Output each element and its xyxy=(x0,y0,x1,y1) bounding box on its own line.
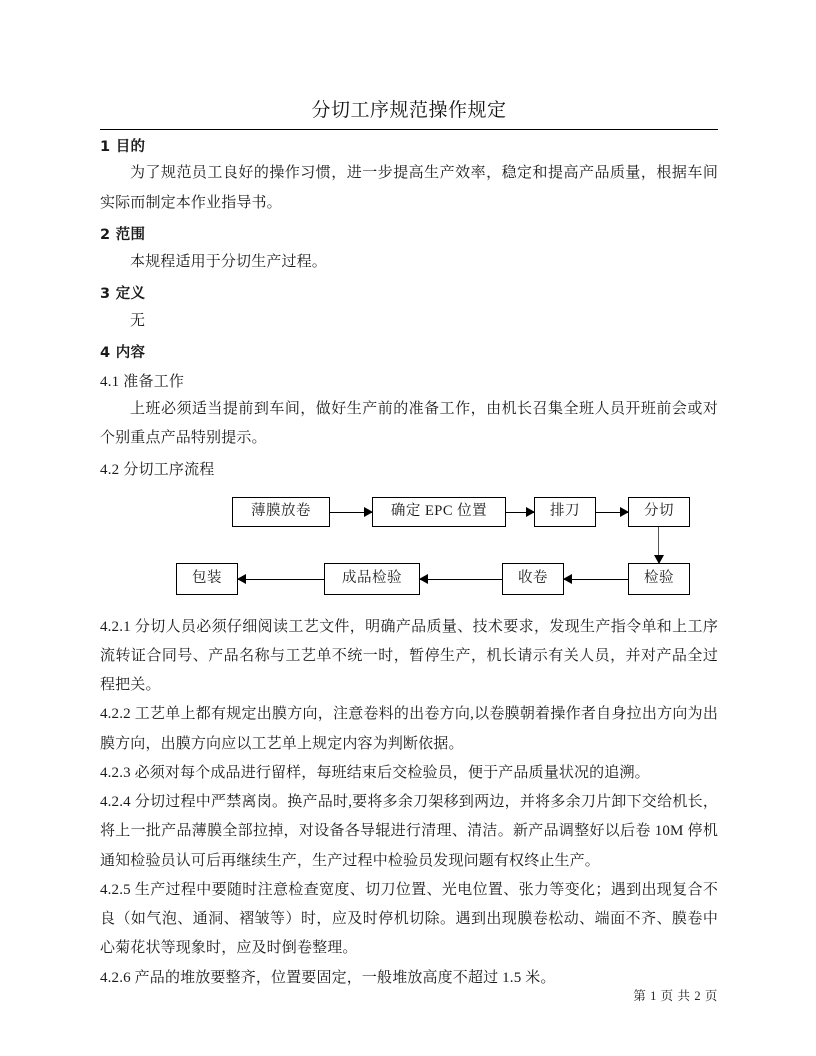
clause-list xyxy=(100,613,718,993)
title-divider xyxy=(100,129,718,130)
process-flowchart xyxy=(100,489,718,609)
flow-box-epc-label: 确定 EPC 位置 xyxy=(390,503,488,520)
flow-box-unwind xyxy=(232,497,330,527)
page-title: 分切工序规范操作规定 xyxy=(311,99,507,121)
flow-box-unwind-label: 薄膜放卷 xyxy=(251,503,311,520)
section-paragraph-2: 本规程适用于分切生产过程。 xyxy=(130,253,327,270)
flow-box-final-inspection xyxy=(324,563,420,595)
section-heading-3: 3 定义 xyxy=(100,285,146,302)
flow-box-packaging xyxy=(176,563,238,595)
clause-4-2-6: 4.2.6 产品的堆放要整齐，位置要固定，一般堆放高度不超过 1.5 米。 xyxy=(100,969,556,986)
clause-4-2-1: 4.2.1 分切人员必须仔细阅读工艺文件，明确产品质量、技术要求，发现生产指令单和上工序流转证合同号、产品名称与工艺单不统一时，暂停生产，机长请示有关人员，并对产品全过程把关。 xyxy=(100,618,718,694)
flow-box-rewind-label: 收卷 xyxy=(518,570,548,587)
clause-4-2-4: 4.2.4 分切过程中严禁离岗。换产品时,要将多余刀架移到两边，并将多余刀片卸下交给机长，将上一批产品薄膜全部拉掉，对设备各导辊进行清理、清洁。新产品调整好以后卷 10M 停机通知检验员认可后再继续生产，生产过程中检验员发现问题有权终止生产。 xyxy=(100,794,718,869)
flow-arrow-slitting-to-inspection xyxy=(658,527,659,563)
flow-box-rewind xyxy=(502,563,564,595)
flow-arrow-rewind-to-final-inspection xyxy=(420,579,502,580)
clause-4-2-3: 4.2.3 必须对每个成品进行留样，每班结束后交检验员，便于产品质量状况的追溯。 xyxy=(100,764,650,781)
document-page xyxy=(100,0,718,1056)
flow-box-inspection xyxy=(628,563,690,595)
flow-box-inspection-label: 检验 xyxy=(644,570,674,587)
clause-4-2-5: 4.2.5 生产过程中要随时注意检查宽度、切刀位置、光电位置、张力等变化；遇到出现复合不良（如气泡、通洞、褶皱等）时，应及时停机切除。遇到出现膜卷松动、端面不齐、膜卷中心菊花状等现象时，应及时倒卷整理。 xyxy=(100,881,718,957)
section-heading-4-2: 4.2 分切工序流程 xyxy=(100,462,215,479)
flow-box-final-inspection-label: 成品检验 xyxy=(342,570,402,587)
flow-box-epc xyxy=(372,497,506,527)
flow-arrow-inspection-to-rewind xyxy=(564,579,628,580)
clause-4-2-2: 4.2.2 工艺单上都有规定出膜方向，注意卷料的出卷方向,以卷膜朝着操作者自身拉出方向为出膜方向，出膜方向应以工艺单上规定内容为判断依据。 xyxy=(100,706,718,752)
flow-box-slitting xyxy=(628,497,690,527)
flow-box-knife-label: 排刀 xyxy=(550,503,580,520)
section-paragraph-1: 为了规范员工良好的操作习惯，进一步提高生产效率，稳定和提高产品质量，根据车间实际而制定本作业指导书。 xyxy=(100,165,718,211)
flow-box-slitting-label: 分切 xyxy=(644,503,674,520)
flow-arrow-final-inspection-to-packaging xyxy=(238,579,324,580)
flow-arrow-unwind-to-epc xyxy=(330,512,372,513)
section-heading-4-1: 4.1 准备工作 xyxy=(100,373,185,390)
section-paragraph-4-1: 上班必须适当提前到车间，做好生产前的准备工作，由机长召集全班人员开班前会或对个别重点产品特别提示。 xyxy=(100,400,718,447)
flow-arrow-knife-to-slitting xyxy=(596,512,628,513)
flow-arrow-epc-to-knife xyxy=(506,512,534,513)
section-heading-1: 1 目的 xyxy=(100,138,146,155)
flow-box-knife xyxy=(534,497,596,527)
section-paragraph-3: 无 xyxy=(130,312,146,329)
section-heading-4: 4 内容 xyxy=(100,344,146,361)
section-heading-2: 2 范围 xyxy=(100,226,146,243)
flow-box-packaging-label: 包装 xyxy=(192,570,222,587)
page-footer: 第 1 页 共 2 页 xyxy=(633,989,718,1003)
